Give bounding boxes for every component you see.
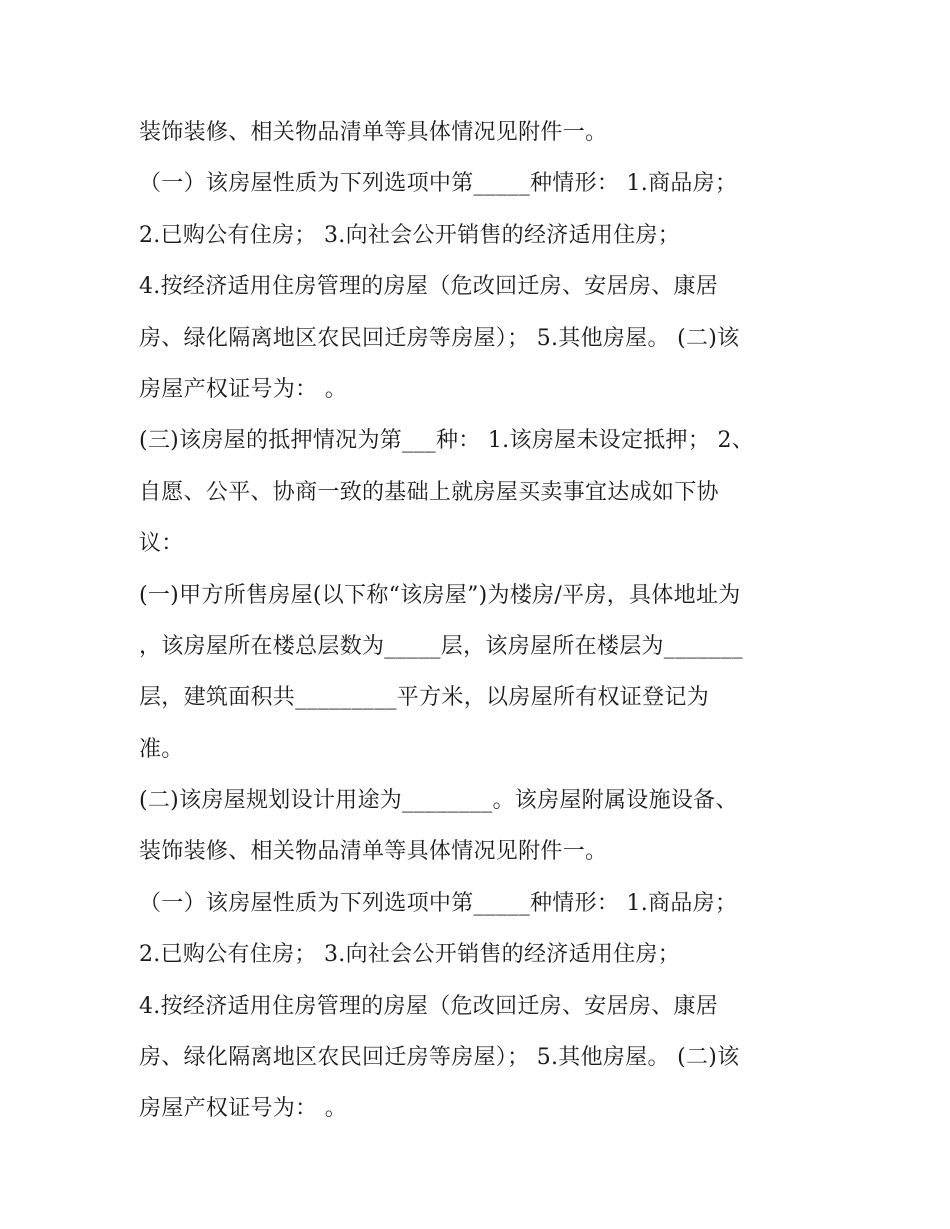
paragraph-line: 议：: [139, 531, 184, 557]
paragraph-line: （一）该房屋性质为下列选项中第_____种情形： 1.商品房；: [139, 171, 738, 197]
paragraph-line: (三)该房屋的抵押情况为第___种： 1.该房屋未设定抵押； 2、: [139, 428, 755, 454]
paragraph-line: 自愿、公平、协商一致的基础上就房屋买卖事宜达成如下协: [139, 479, 719, 505]
document-body: [139, 107, 829, 1135]
paragraph-line: 层，建筑面积共_________平方米，以房屋所有权证登记为: [139, 685, 710, 711]
paragraph-line: 房屋产权证号为： 。: [139, 376, 347, 402]
paragraph-line: 房屋产权证号为： 。: [139, 1096, 347, 1122]
paragraph-line: 准。: [139, 736, 184, 762]
paragraph-line: (二)该房屋规划设计用途为________。该房屋附属设施设备、: [139, 788, 738, 814]
paragraph-line: 4.按经济适用住房管理的房屋（危改回迁房、安居房、康居: [139, 274, 719, 300]
paragraph-line: 2.已购公有住房； 3.向社会公开销售的经济适用住房；: [139, 942, 681, 968]
paragraph-line: 4.按经济适用住房管理的房屋（危改回迁房、安居房、康居: [139, 993, 719, 1019]
paragraph-line: 房、绿化隔离地区农民回迁房等房屋）； 5.其他房屋。 (二)该: [139, 1045, 740, 1071]
paragraph-line: 房、绿化隔离地区农民回迁房等房屋）； 5.其他房屋。 (二)该: [139, 325, 740, 351]
paragraph-line: (一)甲方所售房屋(以下称“该房屋”)为楼房/平房，具体地址为: [139, 582, 741, 608]
paragraph-line: （一）该房屋性质为下列选项中第_____种情形： 1.商品房；: [139, 890, 738, 916]
paragraph-line: 2.已购公有住房； 3.向社会公开销售的经济适用住房；: [139, 222, 681, 248]
paragraph-line: 装饰装修、相关物品清单等具体情况见附件一。: [139, 120, 608, 145]
paragraph-line: 装饰装修、相关物品清单等具体情况见附件一。: [139, 839, 608, 865]
paragraph-line: ，该房屋所在楼总层数为_____层，该房屋所在楼层为_______: [139, 633, 743, 659]
